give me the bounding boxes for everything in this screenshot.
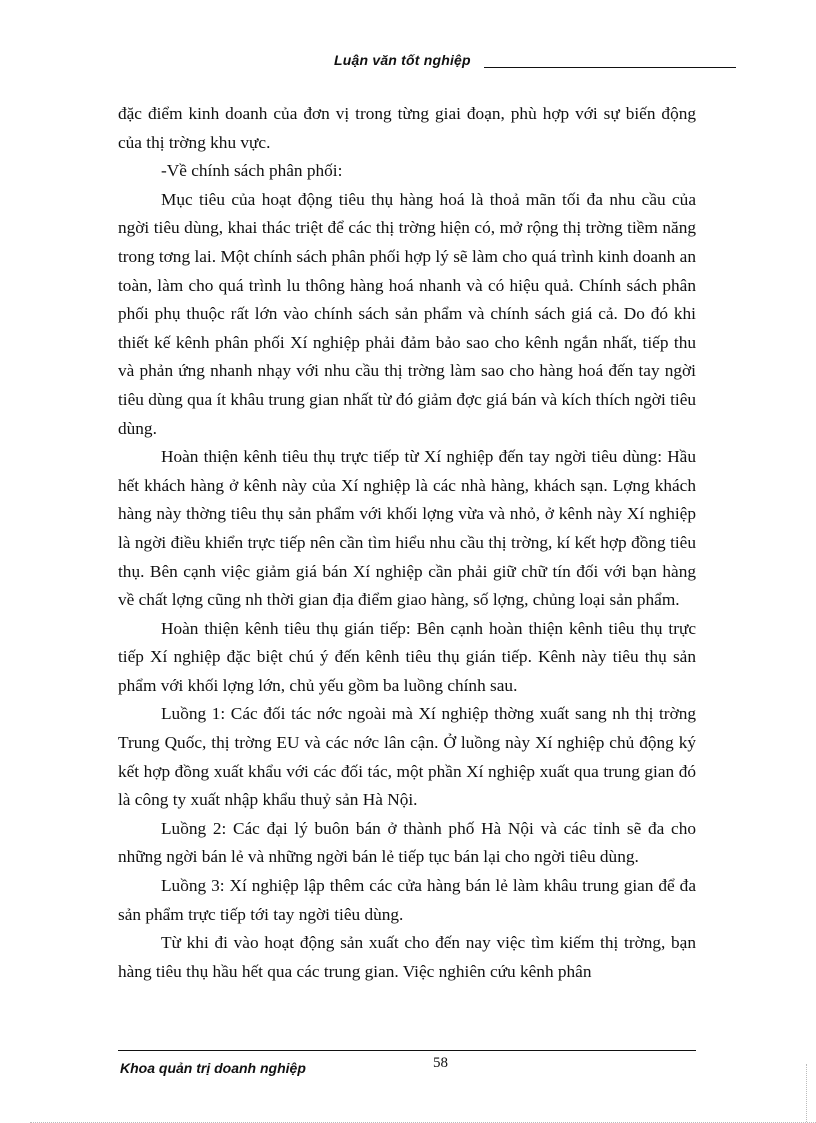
paragraph-flow-1: Luồng 1: Các đối tác nớc ngoài mà Xí nghiệp thờng xuất sang nh thị trờng Trung Quốc, thị trờng EU và các nớc lân cận. Ở luồng này Xí nghiệp chủ động ký kết hợp đồng xuất khẩu với các đối tác, một phần Xí nghiệp xuất qua trung gian đó là công ty xuất nhập khẩu thuỷ sản Hà Nội. — [118, 704, 696, 810]
paragraph-market-research: Từ khi đi vào hoạt động sản xuất cho đến nay việc tìm kiếm thị trờng, bạn hàng tiêu thụ hầu hết qua các trung gian. Việc nghiên cứu kênh phân — [118, 933, 696, 981]
paragraph-distribution-heading: -Về chính sách phân phối: — [161, 161, 343, 181]
paragraph-indirect-channel: Hoàn thiện kênh tiêu thụ gián tiếp: Bên cạnh hoàn thiện kênh tiêu thụ trực tiếp Xí nghiệp đặc biệt chú ý đến kênh tiêu thụ gián tiếp. Kênh này tiêu thụ sản phẩm với khối lợng lớn, chủ yếu gồm ba luồng chính sau. — [118, 618, 696, 695]
body-text — [118, 100, 696, 986]
paragraph-direct-channel: Hoàn thiện kênh tiêu thụ trực tiếp từ Xí nghiệp đến tay ngời tiêu dùng: Hầu hết khách hàng ở kênh này của Xí nghiệp là các nhà hàng, khách sạn. Lợng khách hàng này thờng tiêu thụ sản phẩm với khối lợng vừa và nhỏ, ở kênh này Xí nghiệp là ngời điều khiển trực tiếp nên cần tìm hiểu nhu cầu thị trờng, kí kết hợp đồng tiêu thụ. Bên cạnh việc giảm giá bán Xí nghiệp cần phải giữ chữ tín đối với bạn hàng về chất lợng cũng nh thời gian địa điểm giao hàng, số lợng, chủng loại sản phẩm. — [118, 447, 696, 610]
header-rule — [484, 67, 736, 68]
header-title: Luận văn tốt nghiệp — [334, 52, 471, 68]
footer-department: Khoa quản trị doanh nghiệp — [120, 1060, 306, 1076]
paragraph-flow-2: Luồng 2: Các đại lý buôn bán ở thành phố Hà Nội và các tỉnh sẽ đa cho những ngời bán lẻ và những ngời bán lẻ tiếp tục bán lại cho ngời tiêu dùng. — [118, 818, 696, 867]
page-number: 58 — [433, 1055, 448, 1071]
footer-rule — [118, 1050, 696, 1051]
paragraph-continuation: đặc điểm kinh doanh của đơn vị trong từng giai đoạn, phù hợp với sự biến động của thị trờng khu vực. — [118, 104, 696, 152]
page-edge-dotted-side — [806, 1064, 807, 1122]
paragraph-flow-3: Luồng 3: Xí nghiệp lập thêm các cửa hàng bán lẻ làm khâu trung gian để đa sản phẩm trực tiếp tới tay ngời tiêu dùng. — [118, 876, 696, 924]
paragraph-sales-objective: Mục tiêu của hoạt động tiêu thụ hàng hoá là thoả mãn tối đa nhu cầu của ngời tiêu dùng, khai thác triệt để các thị trờng hiện có, mở rộng thị trờng tiềm năng trong tơng lai. Một chính sách phân phối hợp lý sẽ làm cho quá trình kinh doanh an toàn, làm cho quá trình lu thông hàng hoá nhanh và có hiệu quả. Chính sách phân phối phụ thuộc rất lớn vào chính sách sản phẩm và chính sách giá cả. Do đó khi thiết kế kênh phân phối Xí nghiệp phải đảm bảo sao cho kênh ngắn nhất, tiếp thu và phản ứng nhanh nhạy với nhu cầu thị trờng làm sao cho hàng hoá đến tay ngời tiêu dùng qua ít khâu trung gian nhất từ đó giảm đợc giá bán và kích thích ngời tiêu dùng. — [118, 189, 696, 438]
